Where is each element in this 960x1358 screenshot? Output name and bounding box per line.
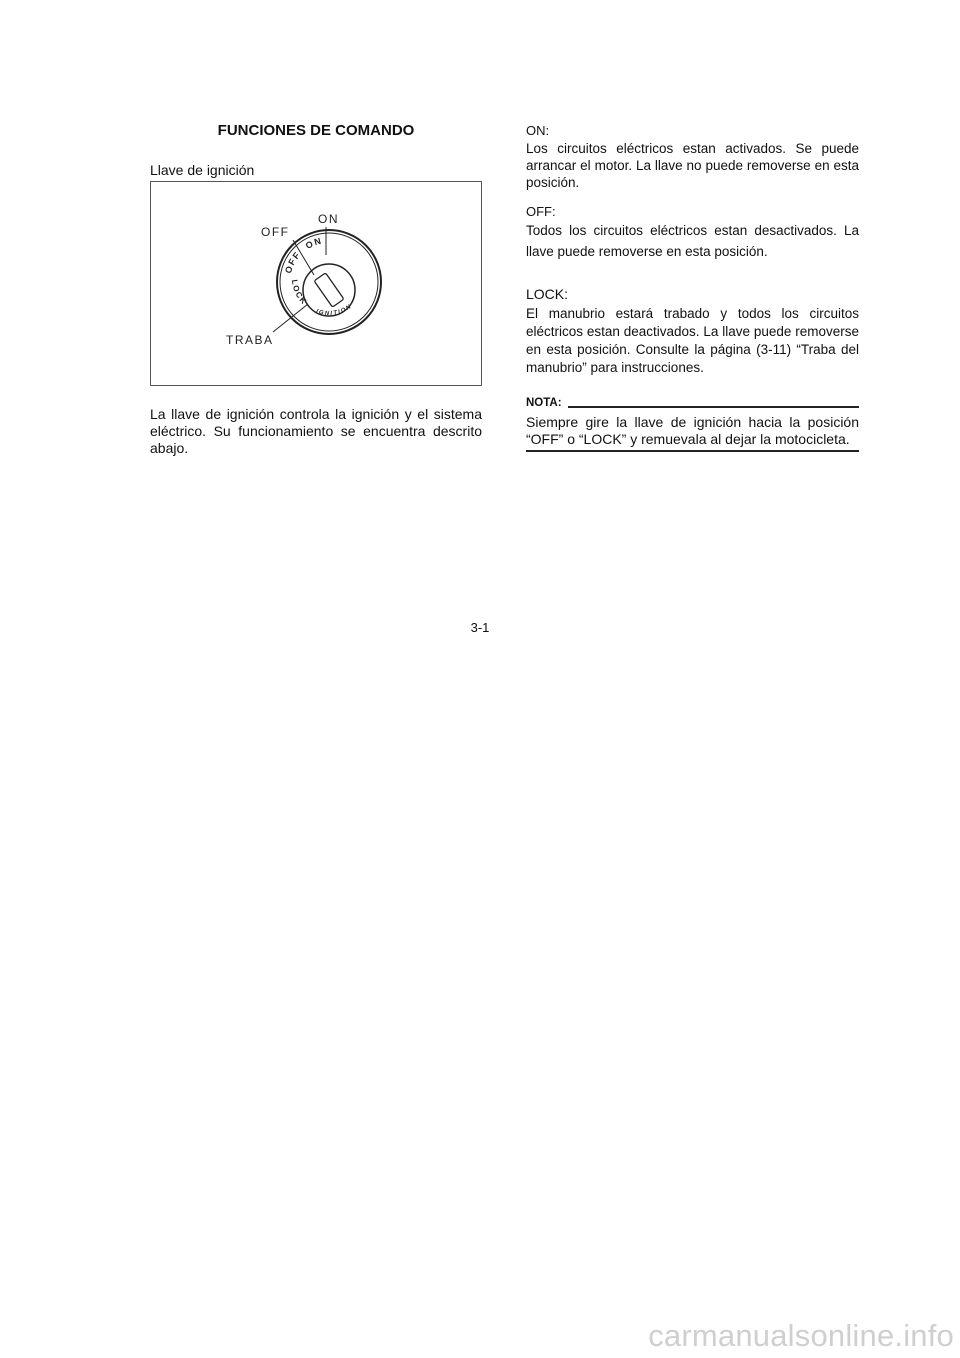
lock-position-label: LOCK: — [526, 286, 569, 302]
keyhole-icon — [314, 273, 344, 307]
description-paragraph: La llave de ignición controla la ignición y el sistema eléctrico. Su funcionamiento se encuentra descrito abajo. — [150, 406, 482, 456]
section-subtitle: Llave de ignición — [150, 162, 255, 178]
on-position-text: Los circuitos eléctricos estan activados. Se puede arrancar el motor. La llave no puede removerse en esta posición. — [526, 141, 859, 190]
watermark: carmanualsonline.info — [648, 1318, 954, 1353]
ring-text-off-on — [283, 236, 323, 275]
ring-label-off: OFF — [282, 249, 303, 275]
ignition-switch-diagram — [151, 182, 483, 387]
page-title: FUNCIONES DE COMANDO — [217, 122, 415, 139]
off-position-label: OFF: — [526, 204, 556, 219]
note-divider-bottom — [526, 450, 859, 452]
note-divider-top — [568, 406, 859, 408]
on-position-label: ON: — [526, 123, 550, 138]
ring-label-ignition: IGNITION — [315, 303, 354, 318]
note-text: Siempre gire la llave de ignición hacia la posición “OFF” o “LOCK” y remuevala al dejar la motocicleta. — [526, 414, 859, 447]
label-on: ON — [318, 212, 339, 226]
label-traba: TRABA — [226, 333, 274, 347]
note-label: NOTA: — [526, 397, 562, 409]
label-off: OFF — [261, 225, 290, 239]
off-position-text: Todos los circuitos eléctricos estan desactivados. La llave puede removerse en esta posición. — [526, 223, 859, 259]
lock-position-text: El manubrio estará trabado y todos los circuitos eléctricos estan deactivados. La llave puede removerse en esta posición. Consulte la página (3-11) “Traba del manubrio” para instrucciones. — [526, 306, 859, 375]
ring-label-on: ON — [303, 235, 324, 251]
ignition-key-figure — [150, 181, 482, 386]
ring-label-lock: LOCK — [289, 279, 310, 307]
page-number: 3-1 — [470, 620, 490, 635]
